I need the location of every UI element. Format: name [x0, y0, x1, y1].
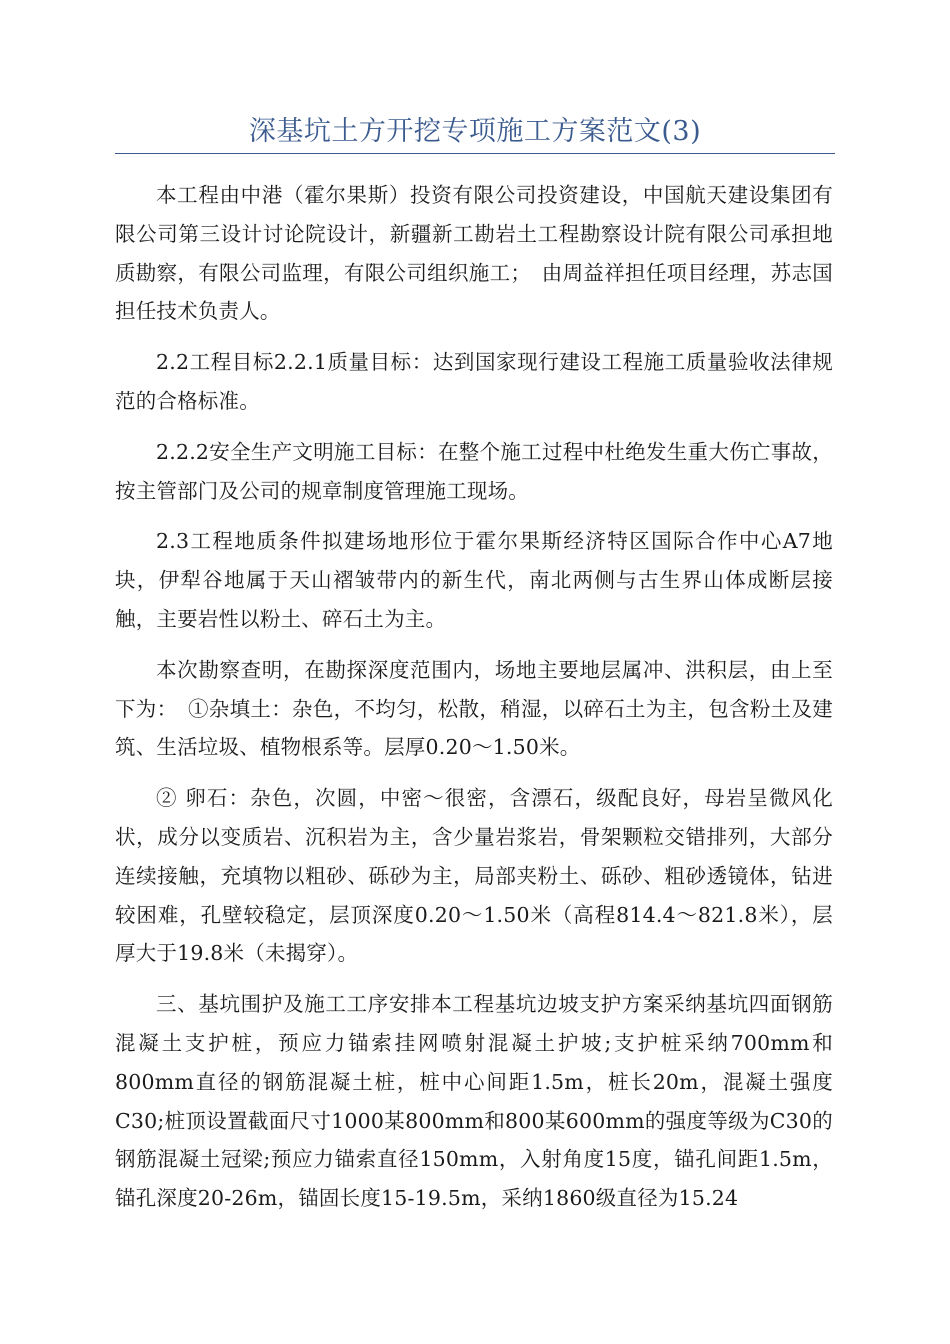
paragraph: 三、基坑围护及施工工序安排本工程基坑边坡支护方案采纳基坑四面钢筋混凝土支护桩，预应力锚索挂网喷射混凝土护坡;支护桩采纳700mm和800mm直径的钢筋混凝土桩，桩中心间距1.5m，桩长20m，混凝土强度C30;桩顶设置截面尺寸1000某800mm和800某600mm的强度等级为C30的钢筋混凝土冠梁;预应力锚索直径150mm，入射角度15度，锚孔间距1.5m，锚孔深度20-26m，锚固长度15-19.5m，采纳1860级直径为15.24 — [115, 992, 833, 1211]
document-body — [115, 176, 833, 1230]
paragraph: 2.2.2安全生产文明施工目标：在整个施工过程中杜绝发生重大伤亡事故，按主管部门及公司的规章制度管理施工现场。 — [115, 439, 833, 503]
paragraph: 2.2工程目标2.2.1质量目标：达到国家现行建设工程施工质量验收法律规范的合格标准。 — [115, 350, 833, 413]
document-title: 深基坑土方开挖专项施工方案范文(3) — [248, 116, 702, 147]
paragraph: ② 卵石：杂色，次圆，中密～很密，含漂石，级配良好，母岩呈微风化状，成分以变质岩、沉积岩为主，含少量岩浆岩，骨架颗粒交错排列，大部分连续接触，充填物以粗砂、砾砂为主，局部夹粉土、砾砂、粗砂透镜体，钻进较困难，孔壁较稳定，层顶深度0.20～1.50米（高程814.4～821.8米），层厚大于19.8米（未揭穿）。 — [115, 786, 833, 966]
paragraph: 2.3工程地质条件拟建场地形位于霍尔果斯经济特区国际合作中心A7地块，伊犁谷地属于天山褶皱带内的新生代，南北两侧与古生界山体成断层接触，主要岩性以粉土、碎石土为主。 — [115, 529, 833, 631]
title-underline — [115, 153, 835, 154]
paragraph: 本工程由中港（霍尔果斯）投资有限公司投资建设，中国航天建设集团有限公司第三设计讨论院设计，新疆新工勘岩土工程勘察设计院有限公司承担地质勘察，有限公司监理，有限公司组织施工； 由周益祥担任项目经理，苏志国担任技术负责人。 — [115, 183, 833, 324]
paragraph: 本次勘察查明，在勘探深度范围内，场地主要地层属冲、洪积层，由上至下为： ①杂填土：杂色，不均匀，松散，稍湿，以碎石土为主，包含粉土及建筑、生活垃圾、植物根系等。层厚0.20～1.50米。 — [115, 657, 833, 760]
